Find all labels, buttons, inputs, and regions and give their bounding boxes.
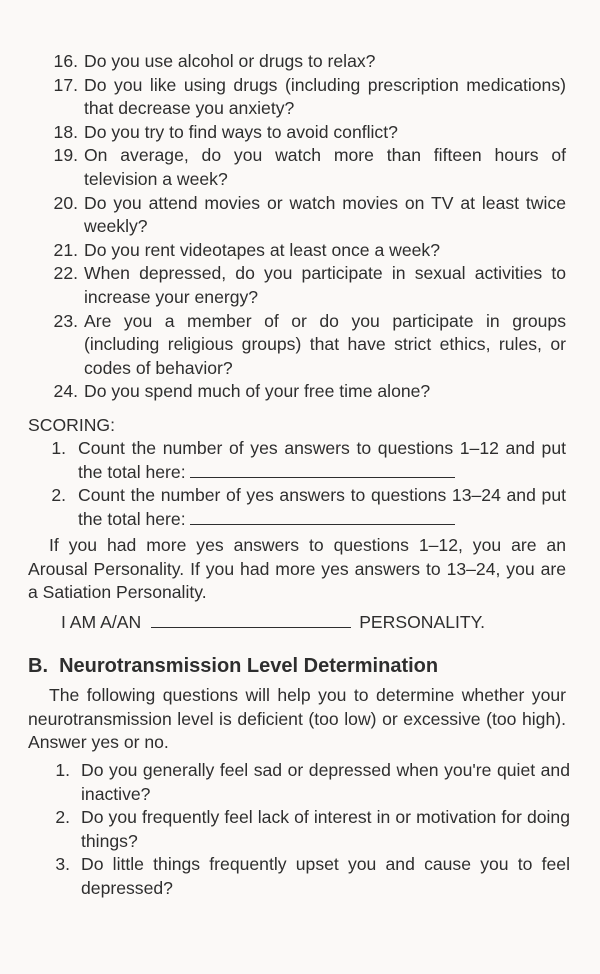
result-paragraph: If you had more yes answers to questions 1–12, you are an Arousal Personality. If you had more yes answers to 13–24, you are a Satiation Personality. <box>28 535 566 603</box>
section-b-intro: The following questions will help you to determine whether your neurotransmission level is deficient (too low) or excessive (too high). Answer yes or no. <box>28 685 566 753</box>
question-20 <box>44 192 566 239</box>
question-number: 20. <box>53 192 78 213</box>
question-text: Do you try to find ways to avoid conflict? <box>84 121 398 142</box>
iam-prefix: I AM A/AN <box>61 612 142 632</box>
question-text: Do you frequently feel lack of interest in or motivation for doing things? <box>81 807 570 851</box>
scoring-item-2 <box>46 484 566 531</box>
scoring-heading: SCORING: <box>28 415 115 435</box>
question-22 <box>44 262 566 309</box>
question-text: Do you spend much of your free time alone? <box>84 381 431 402</box>
question-17 <box>44 74 566 121</box>
question-number: 18. <box>53 121 78 142</box>
question-text: Are you a member of or do you participate in groups (including religious groups) that have strict ethics, rules, or codes of behavior? <box>84 310 566 378</box>
question-text: Do you use alcohol or drugs to relax? <box>84 51 376 71</box>
question-number: 17. <box>53 74 78 95</box>
question-text: On average, do you watch more than fifteen hours of television a week? <box>84 145 566 189</box>
question-list-16-24 <box>44 50 566 404</box>
question-19 <box>44 144 566 191</box>
question-text: Do little things frequently upset you and cause you to feel depressed? <box>81 854 570 898</box>
question-text: Do you rent videotapes at least once a week? <box>84 239 441 260</box>
question-24 <box>44 380 566 404</box>
total-13-24-blank[interactable] <box>190 510 455 525</box>
total-1-12-blank[interactable] <box>190 463 455 478</box>
question-21 <box>44 239 566 263</box>
question-16 <box>44 50 566 74</box>
question-23 <box>44 310 566 381</box>
question-number: 22. <box>53 263 78 284</box>
question-number: 3. <box>55 854 70 875</box>
item-text: Count the number of yes answers to questions 1–12 and put the total here: <box>78 438 566 482</box>
question-number: 16. <box>53 51 78 71</box>
question-text: When depressed, do you participate in sexual activities to increase your energy? <box>84 263 566 307</box>
item-number: 1. <box>51 438 66 458</box>
personality-blank[interactable] <box>151 613 351 628</box>
b-question-1 <box>50 759 570 806</box>
question-number: 23. <box>53 310 78 331</box>
question-number: 21. <box>53 239 78 260</box>
scoring-item-1 <box>46 437 566 484</box>
item-number: 2. <box>51 485 66 506</box>
question-number: 1. <box>55 760 70 780</box>
personality-statement <box>61 611 485 635</box>
section-b-heading: B. Neurotransmission Level Determination <box>28 655 439 677</box>
question-18 <box>44 121 566 145</box>
question-number: 24. <box>53 381 78 402</box>
question-number: 2. <box>55 807 70 828</box>
question-text: Do you attend movies or watch movies on TV at least twice weekly? <box>84 192 566 237</box>
iam-suffix: PERSONALITY. <box>359 612 485 632</box>
item-text: Count the number of yes answers to questions 13–24 and put the total here: <box>78 485 566 529</box>
question-text: Do you like using drugs (including prescription medications) that decrease you anxiety? <box>84 74 566 119</box>
b-question-3 <box>50 853 570 900</box>
question-number: 19. <box>53 145 78 166</box>
section-b-questions <box>50 759 570 901</box>
b-question-2 <box>50 806 570 853</box>
scoring-list <box>46 437 566 531</box>
question-text: Do you generally feel sad or depressed when you're quiet and inactive? <box>81 760 570 804</box>
